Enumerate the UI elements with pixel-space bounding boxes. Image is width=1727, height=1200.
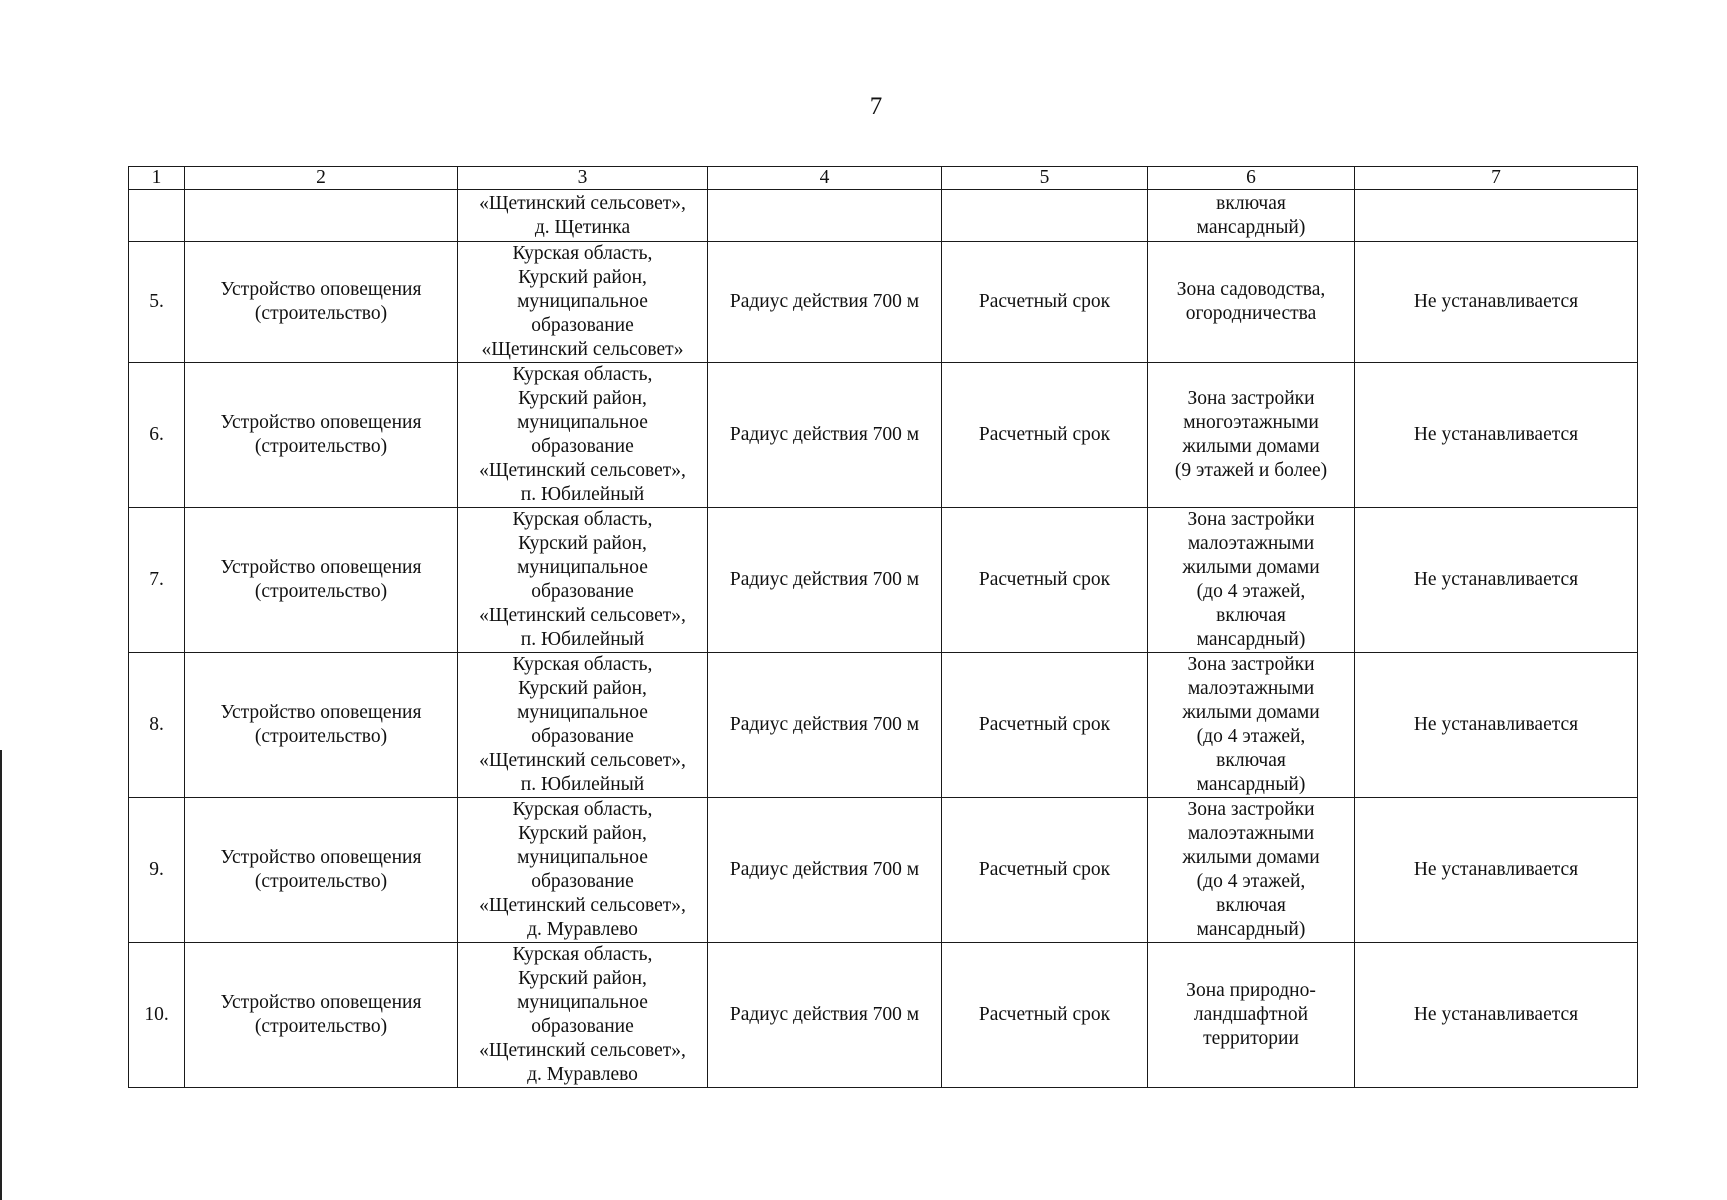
table-row — [129, 363, 1638, 508]
zone-line: мансардный) — [1196, 629, 1306, 650]
characteristic-cell: Радиус действия 700 м — [708, 363, 942, 508]
location-line: муниципальное — [517, 412, 648, 433]
location-cell — [458, 943, 708, 1088]
characteristic-cell: Радиус действия 700 м — [708, 943, 942, 1088]
column-number: 7 — [1355, 167, 1638, 190]
zone-cell — [1148, 242, 1355, 363]
term-cell: Расчетный срок — [942, 363, 1148, 508]
location-line: «Щетинский сельсовет», — [479, 605, 686, 626]
restriction-cell: Не устанавливается — [1355, 653, 1638, 798]
row-number-cell: 7. — [129, 508, 185, 653]
row-number-cell — [129, 190, 185, 242]
column-number: 6 — [1148, 167, 1355, 190]
zone-line: малоэтажными — [1187, 823, 1315, 844]
zone-line: жилыми домами — [1182, 847, 1320, 868]
term-cell: Расчетный срок — [942, 798, 1148, 943]
zone-cell — [1148, 653, 1355, 798]
zone-cell — [1148, 798, 1355, 943]
restriction-cell: Не устанавливается — [1355, 798, 1638, 943]
object-name-line: Устройство оповещения — [220, 992, 422, 1013]
zone-line: Зона садоводства, — [1176, 279, 1326, 300]
location-line: «Щетинский сельсовет», — [479, 750, 686, 771]
location-line: д. Муравлево — [527, 919, 638, 940]
object-name-line: (строительство) — [254, 436, 388, 457]
zone-line: (до 4 этажей, — [1196, 726, 1306, 747]
location-line: Курская область, — [512, 944, 653, 965]
zone-line: включая — [1216, 750, 1286, 771]
zone-line: Зона застройки — [1187, 388, 1315, 409]
column-number: 3 — [458, 167, 708, 190]
location-cell — [458, 508, 708, 653]
location-line: образование — [531, 436, 634, 457]
object-name-line: (строительство) — [254, 581, 388, 602]
location-line: Курская область, — [512, 799, 653, 820]
location-line: Курская область, — [512, 243, 653, 264]
row-number-cell: 10. — [129, 943, 185, 1088]
row-number-cell: 8. — [129, 653, 185, 798]
zone-line: ландшафтной — [1193, 1004, 1309, 1025]
location-line: Курский район, — [518, 388, 647, 409]
location-line: образование — [531, 581, 634, 602]
zone-line: включая — [1216, 895, 1286, 916]
zone-line: (9 этажей и более) — [1174, 460, 1328, 481]
zone-cell — [1148, 943, 1355, 1088]
zone-cell — [1148, 508, 1355, 653]
zone-line: жилыми домами — [1182, 702, 1320, 723]
characteristic-cell: Радиус действия 700 м — [708, 242, 942, 363]
location-line: д. Муравлево — [527, 1064, 638, 1085]
location-cell — [458, 242, 708, 363]
location-line: Курская область, — [512, 509, 653, 530]
object-name-cell — [185, 190, 458, 242]
object-name-line: Устройство оповещения — [220, 412, 422, 433]
object-name-cell — [185, 508, 458, 653]
column-number: 5 — [942, 167, 1148, 190]
zone-cell — [1148, 190, 1355, 242]
location-line: Курский район, — [518, 678, 647, 699]
location-line: Курский район, — [518, 533, 647, 554]
location-line: п. Юбилейный — [520, 629, 645, 650]
row-number-cell: 6. — [129, 363, 185, 508]
characteristic-cell: Радиус действия 700 м — [708, 508, 942, 653]
restriction-cell: Не устанавливается — [1355, 363, 1638, 508]
zone-line: мансардный) — [1196, 919, 1306, 940]
zone-line: (до 4 этажей, — [1196, 581, 1306, 602]
object-name-line: Устройство оповещения — [220, 279, 422, 300]
location-line: Курский район, — [518, 267, 647, 288]
restriction-cell — [1355, 190, 1638, 242]
zone-line: (до 4 этажей, — [1196, 871, 1306, 892]
characteristic-cell: Радиус действия 700 м — [708, 798, 942, 943]
zone-line: Зона застройки — [1187, 654, 1315, 675]
object-name-cell — [185, 363, 458, 508]
object-name-line: (строительство) — [254, 1016, 388, 1037]
object-name-cell — [185, 943, 458, 1088]
location-line: д. Щетинка — [534, 216, 631, 238]
table-row — [129, 242, 1638, 363]
restriction-cell: Не устанавливается — [1355, 242, 1638, 363]
location-line: образование — [531, 726, 634, 747]
object-name-cell — [185, 798, 458, 943]
location-line: «Щетинский сельсовет», — [479, 192, 686, 214]
column-number-row — [129, 167, 1638, 190]
restriction-cell: Не устанавливается — [1355, 508, 1638, 653]
zone-line: территории — [1203, 1028, 1299, 1049]
zone-line: огородничества — [1185, 303, 1317, 324]
table-row — [129, 943, 1638, 1088]
location-line: Курская область, — [512, 364, 653, 385]
location-cell — [458, 798, 708, 943]
term-cell: Расчетный срок — [942, 653, 1148, 798]
zone-line: мансардный) — [1196, 216, 1306, 238]
zone-line: Зона застройки — [1187, 799, 1315, 820]
location-line: «Щетинский сельсовет», — [479, 1040, 686, 1061]
location-line: образование — [531, 1016, 634, 1037]
continuation-row — [129, 190, 1638, 242]
page-number: 7 — [869, 93, 883, 120]
term-cell — [942, 190, 1148, 242]
location-line: муниципальное — [517, 557, 648, 578]
zone-cell — [1148, 363, 1355, 508]
object-name-line: Устройство оповещения — [220, 557, 422, 578]
object-name-line: (строительство) — [254, 726, 388, 747]
zone-line: Зона природно- — [1186, 980, 1316, 1001]
restriction-cell: Не устанавливается — [1355, 943, 1638, 1088]
location-line: муниципальное — [517, 291, 648, 312]
location-line: Курский район, — [518, 823, 647, 844]
table-row — [129, 508, 1638, 653]
location-line: муниципальное — [517, 847, 648, 868]
zone-line: мансардный) — [1196, 774, 1306, 795]
location-line: образование — [531, 315, 634, 336]
location-line: «Щетинский сельсовет» — [481, 339, 684, 360]
location-line: Курская область, — [512, 654, 653, 675]
zone-line: жилыми домами — [1182, 557, 1320, 578]
zone-line: малоэтажными — [1187, 533, 1315, 554]
location-line: «Щетинский сельсовет», — [479, 460, 686, 481]
object-name-cell — [185, 242, 458, 363]
objects-table — [128, 166, 1638, 1088]
column-number: 1 — [129, 167, 185, 190]
term-cell: Расчетный срок — [942, 508, 1148, 653]
location-line: п. Юбилейный — [520, 484, 645, 505]
characteristic-cell: Радиус действия 700 м — [708, 653, 942, 798]
column-number: 2 — [185, 167, 458, 190]
location-line: п. Юбилейный — [520, 774, 645, 795]
location-cell — [458, 190, 708, 242]
zone-line: включая — [1216, 605, 1286, 626]
scan-edge-line — [0, 750, 2, 1200]
location-line: «Щетинский сельсовет», — [479, 895, 686, 916]
column-number: 4 — [708, 167, 942, 190]
zone-line: жилыми домами — [1182, 436, 1320, 457]
location-line: муниципальное — [517, 992, 648, 1013]
characteristic-cell — [708, 190, 942, 242]
term-cell: Расчетный срок — [942, 943, 1148, 1088]
term-cell: Расчетный срок — [942, 242, 1148, 363]
location-cell — [458, 363, 708, 508]
zone-line: малоэтажными — [1187, 678, 1315, 699]
object-name-line: (строительство) — [254, 303, 388, 324]
zone-line: Зона застройки — [1187, 509, 1315, 530]
table-row — [129, 653, 1638, 798]
row-number-cell: 9. — [129, 798, 185, 943]
object-name-line: Устройство оповещения — [220, 702, 422, 723]
object-name-line: Устройство оповещения — [220, 847, 422, 868]
location-line: муниципальное — [517, 702, 648, 723]
location-cell — [458, 653, 708, 798]
object-name-cell — [185, 653, 458, 798]
zone-line: включая — [1216, 192, 1286, 214]
table-row — [129, 798, 1638, 943]
zone-line: многоэтажными — [1183, 412, 1319, 433]
location-line: Курский район, — [518, 968, 647, 989]
row-number-cell: 5. — [129, 242, 185, 363]
object-name-line: (строительство) — [254, 871, 388, 892]
location-line: образование — [531, 871, 634, 892]
